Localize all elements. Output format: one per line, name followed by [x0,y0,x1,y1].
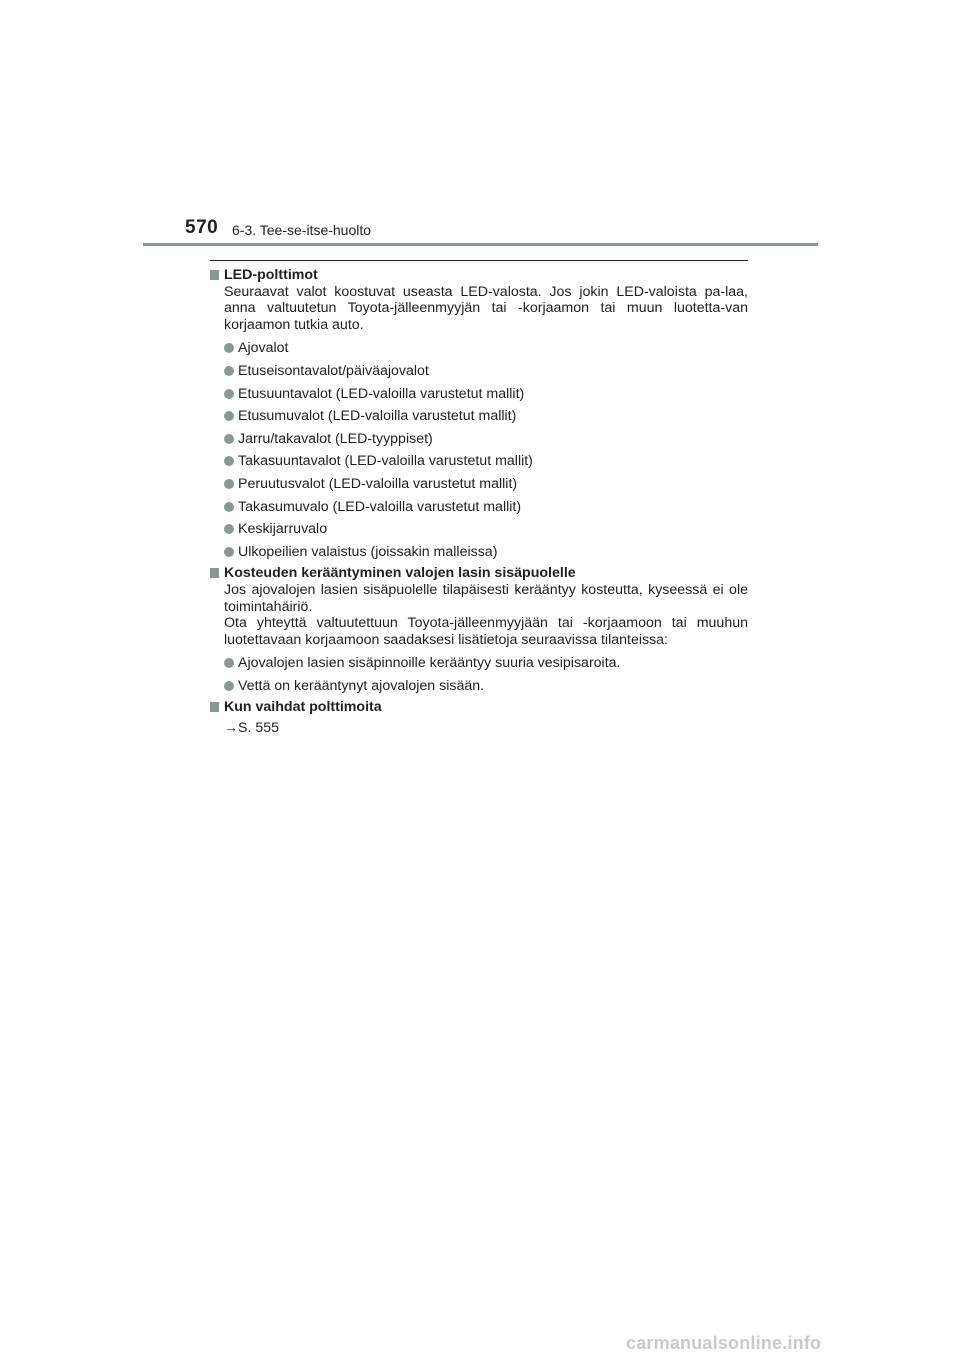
list-item: Etusumuvalot (LED-valoilla varustetut mallit) [210,405,748,428]
circle-bullet-icon [224,502,234,512]
heading-condensation [210,565,748,582]
circle-bullet-icon [224,524,234,534]
watermark: carmanualsonline.info [626,1333,822,1353]
page-content [210,267,748,738]
list-item: Ajovalot [210,337,748,360]
list-item: Peruutusvalot (LED-valoilla varustetut mallit) [210,473,748,496]
circle-bullet-icon [224,681,234,691]
led-paragraph: Seuraavat valot koostuvat useasta LED-valosta. Jos jokin LED-valoista pa-laa, anna valtuutetun Toyota-jälleenmyyjän tai -korjaamon tai muun luotetta-van korjaamon tutkia auto. [224,283,748,333]
list-item: Ajovalojen lasien sisäpinnoille kerääntyy suuria vesipisaroita. [210,652,748,675]
square-bullet-icon [210,702,219,712]
square-bullet-icon [210,270,219,280]
heading-led [210,267,748,284]
list-item: Keskijarruvalo [210,518,748,541]
content-rule [210,260,748,261]
list-item: Etusuuntavalot (LED-valoilla varustetut mallit) [210,383,748,406]
circle-bullet-icon [224,547,234,557]
list-item: Vettä on kerääntynyt ajovalojen sisään. [210,675,748,698]
list-item: Etuseisontavalot/päiväajovalot [210,360,748,383]
page-reference[interactable] [224,718,748,738]
list-item: Ulkopeilien valaistus (joissakin malleissa) [210,541,748,564]
circle-bullet-icon [224,658,234,668]
list-item: Jarru/takavalot (LED-tyyppiset) [210,428,748,451]
condensation-paragraph-1: Jos ajovalojen lasien sisäpuolelle tilapäisesti kerääntyy kosteutta, kyseessä ei ole toimintahäiriö. [224,581,748,615]
condensation-list [210,652,748,697]
circle-bullet-icon [224,456,234,466]
led-list [210,337,748,563]
square-bullet-icon [210,568,219,578]
heading-led-text: LED-polttimot [224,267,318,283]
circle-bullet-icon [224,411,234,421]
circle-bullet-icon [224,366,234,376]
circle-bullet-icon [224,343,234,353]
condensation-paragraph-2: Ota yhteyttä valtuutettuun Toyota-jälleenmyyjään tai -korjaamoon tai muuhun luotettavaan korjaamoon saadaksesi lisätietoja seuraavissa tilanteissa: [224,615,748,648]
header-rule [143,243,818,246]
list-item: Takasumuvalo (LED-valoilla varustetut mallit) [210,496,748,519]
list-item: Takasuuntavalot (LED-valoilla varustetut mallit) [210,450,748,473]
circle-bullet-icon [224,479,234,489]
section-title: 6-3. Tee-se-itse-huolto [232,222,372,238]
page-number: 570 [185,217,219,238]
page-reference-text: S. 555 [238,720,280,737]
circle-bullet-icon [224,389,234,399]
arrow-right-icon: → [224,720,239,737]
heading-condensation-text: Kosteuden kerääntyminen valojen lasin sisäpuolelle [224,565,576,582]
heading-replace [210,699,748,716]
circle-bullet-icon [224,434,234,444]
heading-replace-text: Kun vaihdat polttimoita [224,699,382,716]
